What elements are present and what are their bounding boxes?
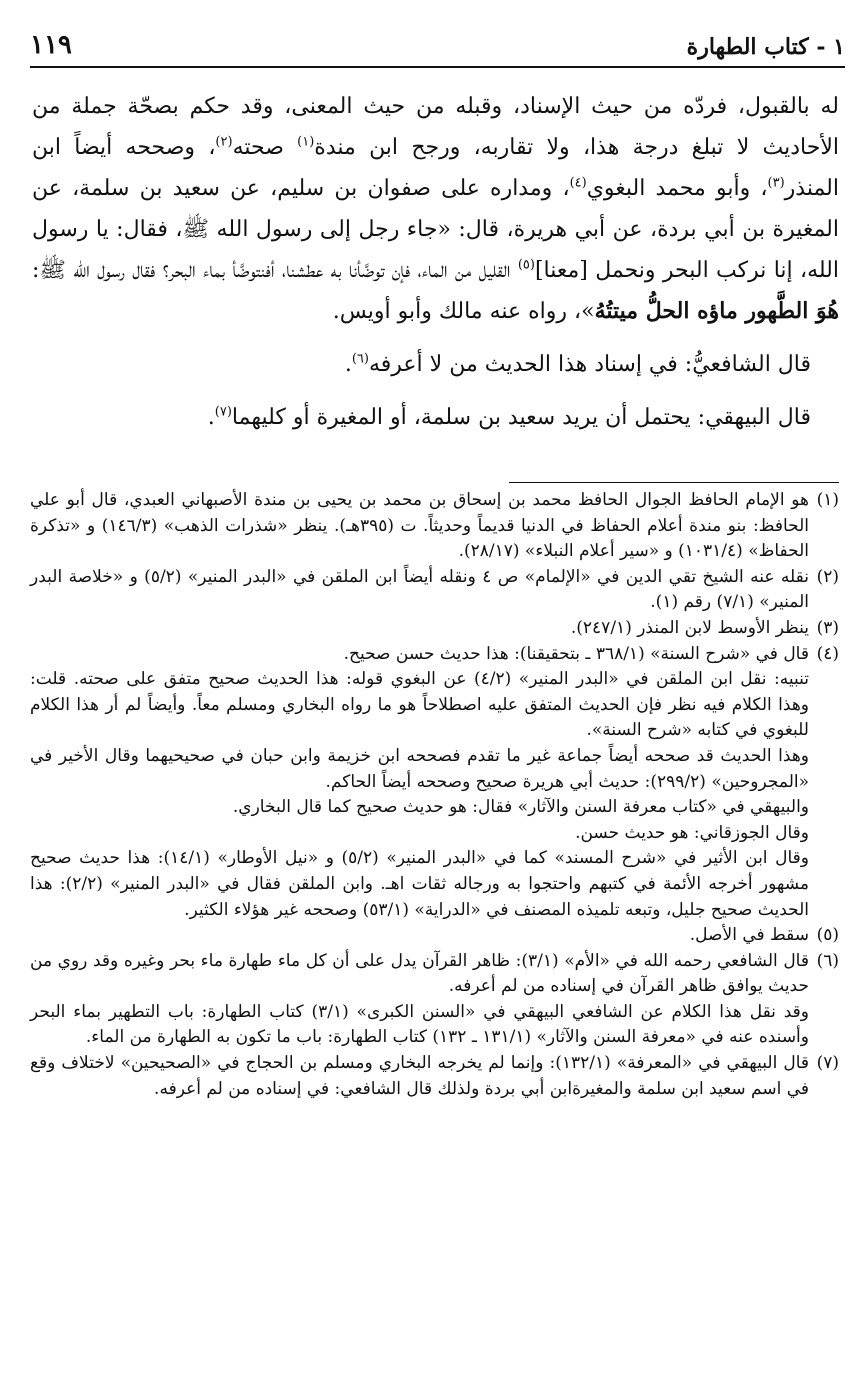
page-number: ١١٩	[30, 30, 72, 60]
main-text	[32, 86, 839, 438]
footnotes	[30, 488, 839, 1102]
footnote-text: وقد نقل هذا الكلام عن الشافعي البيهقي في «السنن الكبرى» (٣/١) كتاب الطهارة: باب التطهير بماء البحر وأسنده عنه في «معرفة السنن والآثار» (١٣١/١ ـ ١٣٢) كتاب الطهارة: باب ما تكون به الطهارة من الماء.	[30, 1001, 809, 1048]
chapter-title: ١ - كتاب الطهارة	[686, 34, 845, 60]
footnote-number: (٧)	[816, 1053, 839, 1074]
text-run: .	[344, 352, 352, 377]
footnote-number: (٣)	[816, 617, 839, 638]
footnote-text: قال الشافعي رحمه الله في «الأم» (٣/١): ظاهر القرآن يدل على أن كل ماء طهارة ماء بحر وغيره وقد روي من حديث يوافق ظاهر القرآن في إسناده من لم أعرفه.	[30, 950, 809, 997]
hadith-quote: هُوَ الطَّهور ماؤه الحلُّ ميتتُهُ	[594, 298, 839, 324]
footnote-text: وقال ابن الأثير في «شرح المسند» كما في «البدر المنير» (٥/٢) و «نيل الأوطار» (١٤/١): هذا حديث صحيح مشهور أخرجه الأئمة في كتبهم واحتجوا به ورجاله ثقات اهـ. وابن الملقن فقال في «البدر المنير» (٢/٢): هذا الحديث صحيح جليل، وتبعه تلميذه المصنف في «الدراية» (٥٣/١) وصححه غير هؤلاء الكثير.	[30, 848, 809, 920]
text-run: قال الشافعيُّ: في إسناد هذا الحديث من لا أعرفه	[368, 352, 811, 377]
footnote-3	[30, 616, 839, 642]
footnote-number: (١)	[816, 490, 839, 510]
footnote-number: (٤)	[816, 643, 839, 664]
footnote-separator	[509, 482, 839, 483]
footnote-1	[30, 488, 839, 565]
footnote-text: سقط في الأصل.	[689, 925, 809, 946]
footnote-5	[30, 923, 839, 949]
footnote-text: قال في «شرح السنة» (٣٦٨/١ ـ بتحقيقنا): هذا حديث حسن صحيح.	[343, 643, 809, 664]
footnote-number: (٢)	[816, 566, 839, 587]
text-run: صحته	[232, 135, 298, 160]
text-run: ، ومداره على صفوان بن سليم، عن سعيد بن سلمة، عن المغيرة بن أبي بردة، عن أبي هريرة، قال: «جاء رجل إلى رسول الله ﷺ، فقال: يا رسول الله، إنا نركب البحر ونحمل [معنا]	[32, 176, 839, 283]
footnote-text: قال البيهقي في «المعرفة» (١٣٢/١): وإنما لم يخرجه البخاري ومسلم بن الحجاج في «الصحيحين» لاختلاف وقع في اسم سعيد ابن سلمة والمغيرةابن أبي بردة ولذلك قال الشافعي: في إسناده من لم أعرفه.	[30, 1053, 809, 1099]
footnote-text: ينظر الأوسط لابن المنذر (٢٤٧/١).	[570, 617, 809, 638]
text-run: »، رواه عنه مالك وأبو أويس.	[332, 299, 595, 324]
footnote-ref: (٤)	[569, 175, 587, 191]
footnote-ref: (٧)	[214, 404, 232, 420]
footnote-text: وهذا الحديث قد صححه أيضاً جماعة غير ما تقدم فصححه ابن خزيمة وابن حبان في صحيحيهما وقال الأخير في «المجروحين» (٢٩٩/٢): حديث أبي هريرة صحيح وصححه أيضاً الحاكم.	[30, 745, 809, 792]
footnote-text: هو الإمام الحافظ الجوال الحافظ محمد بن إسحاق بن محمد بن يحيى بن مندة الأصبهاني العبدي، قال أبو علي الحافظ: بنو مندة أعلام الحفاظ في الدنيا قديماً وحديثاً. ت (٣٩٥هـ). ينظر «شذرات الذهب» (١٤٦/٣) و «تذكرة الحفاظ» (١٠٣١/٤) و «سير أعلام النبلاء» (٢٨/١٧).	[30, 490, 809, 562]
footnote-ref: (٣)	[767, 175, 785, 191]
quote-shafii	[32, 344, 839, 385]
running-header	[30, 28, 845, 68]
footnote-4	[30, 642, 839, 924]
text-run: .	[207, 405, 215, 430]
footnote-ref: (١)	[297, 134, 315, 150]
footnote-ref: (٥)	[517, 257, 535, 273]
footnote-number: (٥)	[816, 925, 839, 946]
footnote-6	[30, 949, 839, 1051]
footnote-text: تنبيه: نقل ابن الملقن في «البدر المنير» (٤/٢) عن البغوي قوله: هذا الحديث صحيح متفق على صحته. قلت: وهذا الكلام فيه نظر فإن الحديث المتفق عليه اصطلاحاً هو ما رواه البخاري ومسلم معاً. وأيضاً لم أر هذا الكلام للبغوي في كتابه «شرح السنة».	[30, 669, 809, 741]
footnote-text: نقله عنه الشيخ تقي الدين في «الإلمام» ص ٤ ونقله أيضاً ابن الملقن في «البدر المنير» (٥/٢) و «خلاصة البدر المنير» (٧/١) رقم (١).	[30, 566, 809, 613]
footnote-text: والبيهقي في «كتاب معرفة السنن والآثار» فقال: هو حديث صحيح كما قال البخاري.	[232, 797, 809, 818]
paragraph-hadith	[32, 86, 839, 332]
text-run: ، وأبو محمد البغوي	[586, 176, 768, 201]
text-run: له بالقبول، فردّه من حيث الإسناد، وقبله من حيث المعنى، وقد حكم بصحّة جملة من الأحاديث لا تبلغ درجة هذا، ولا تقاربه، ورجح ابن مندة	[32, 94, 839, 160]
footnote-number: (٦)	[816, 950, 839, 971]
footnote-7	[30, 1051, 839, 1102]
footnote-ref: (٢)	[215, 134, 233, 150]
text-run: القليل من الماء، فإن توضَّأنا به عطشنا، أفنتوضَّأ بماء البحر؟ فقال رسول الله ﷺ:	[32, 258, 518, 283]
text-run: قال البيهقي: يحتمل أن يريد سعيد بن سلمة، أو المغيرة أو كليهما	[231, 405, 811, 430]
footnote-2	[30, 565, 839, 616]
footnote-text: وقال الجوزقاني: هو حديث حسن.	[575, 822, 809, 843]
quote-bayhaqi	[32, 397, 839, 438]
footnote-ref: (٦)	[351, 351, 369, 367]
text-run: ، وصححه أيضاً ابن المنذر	[32, 135, 839, 201]
